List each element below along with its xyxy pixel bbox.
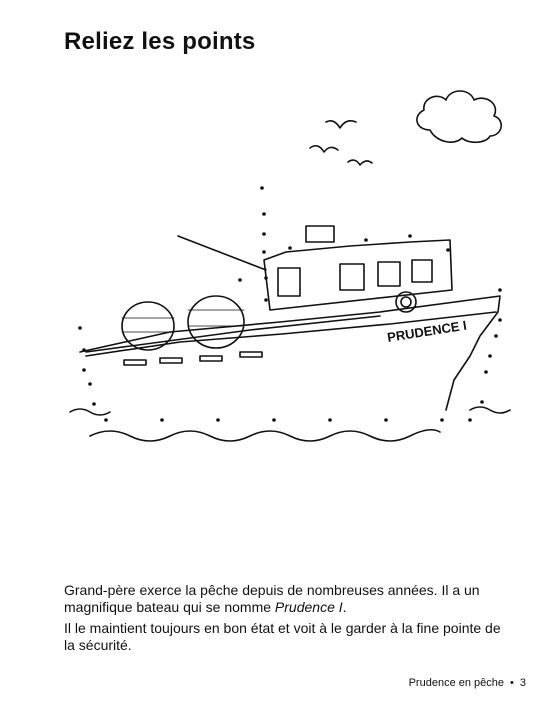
- cabin-window: [278, 268, 300, 296]
- dot-to-dot-illustration: [50, 80, 520, 480]
- page-title: Reliez les points: [64, 28, 256, 55]
- cabin-window: [340, 264, 364, 290]
- boat-name-label: PRUDENCE I: [386, 317, 468, 345]
- roof-box: [306, 226, 334, 242]
- porthole: [124, 360, 146, 365]
- seagull: [310, 146, 338, 152]
- boat-boom: [178, 236, 266, 270]
- paragraph-1: Grand-père exerce la pêche depuis de nombreuses années. Il a un magnifique bateau qui se nomme Prudence I.: [64, 582, 480, 615]
- footer-title: Prudence en pêche: [408, 677, 505, 689]
- page-footer: [409, 677, 526, 689]
- porthole: [160, 358, 182, 363]
- life-ring-inner: [401, 297, 411, 307]
- cabin-window: [412, 260, 432, 282]
- wave: [90, 430, 440, 441]
- net-cage: [188, 296, 244, 348]
- page-number: 3: [519, 677, 526, 689]
- wave: [470, 407, 510, 413]
- net-cage: [122, 302, 174, 350]
- boat-rail: [86, 316, 380, 352]
- cloud: [417, 91, 501, 142]
- cabin-window: [378, 262, 400, 286]
- boat-hull: [80, 296, 500, 410]
- seagull: [348, 160, 372, 165]
- footer-bullet: •: [510, 677, 514, 689]
- porthole: [200, 356, 222, 361]
- boat-name-italic: Prudence I: [274, 599, 343, 615]
- boat-cabin: [264, 240, 452, 310]
- porthole: [240, 352, 262, 357]
- seagull: [326, 121, 356, 128]
- story-text: [64, 582, 504, 658]
- paragraph-2: Il le maintient toujours en bon état et voit à le garder à la fine pointe de la sécurité.: [64, 620, 501, 653]
- wave: [70, 409, 110, 415]
